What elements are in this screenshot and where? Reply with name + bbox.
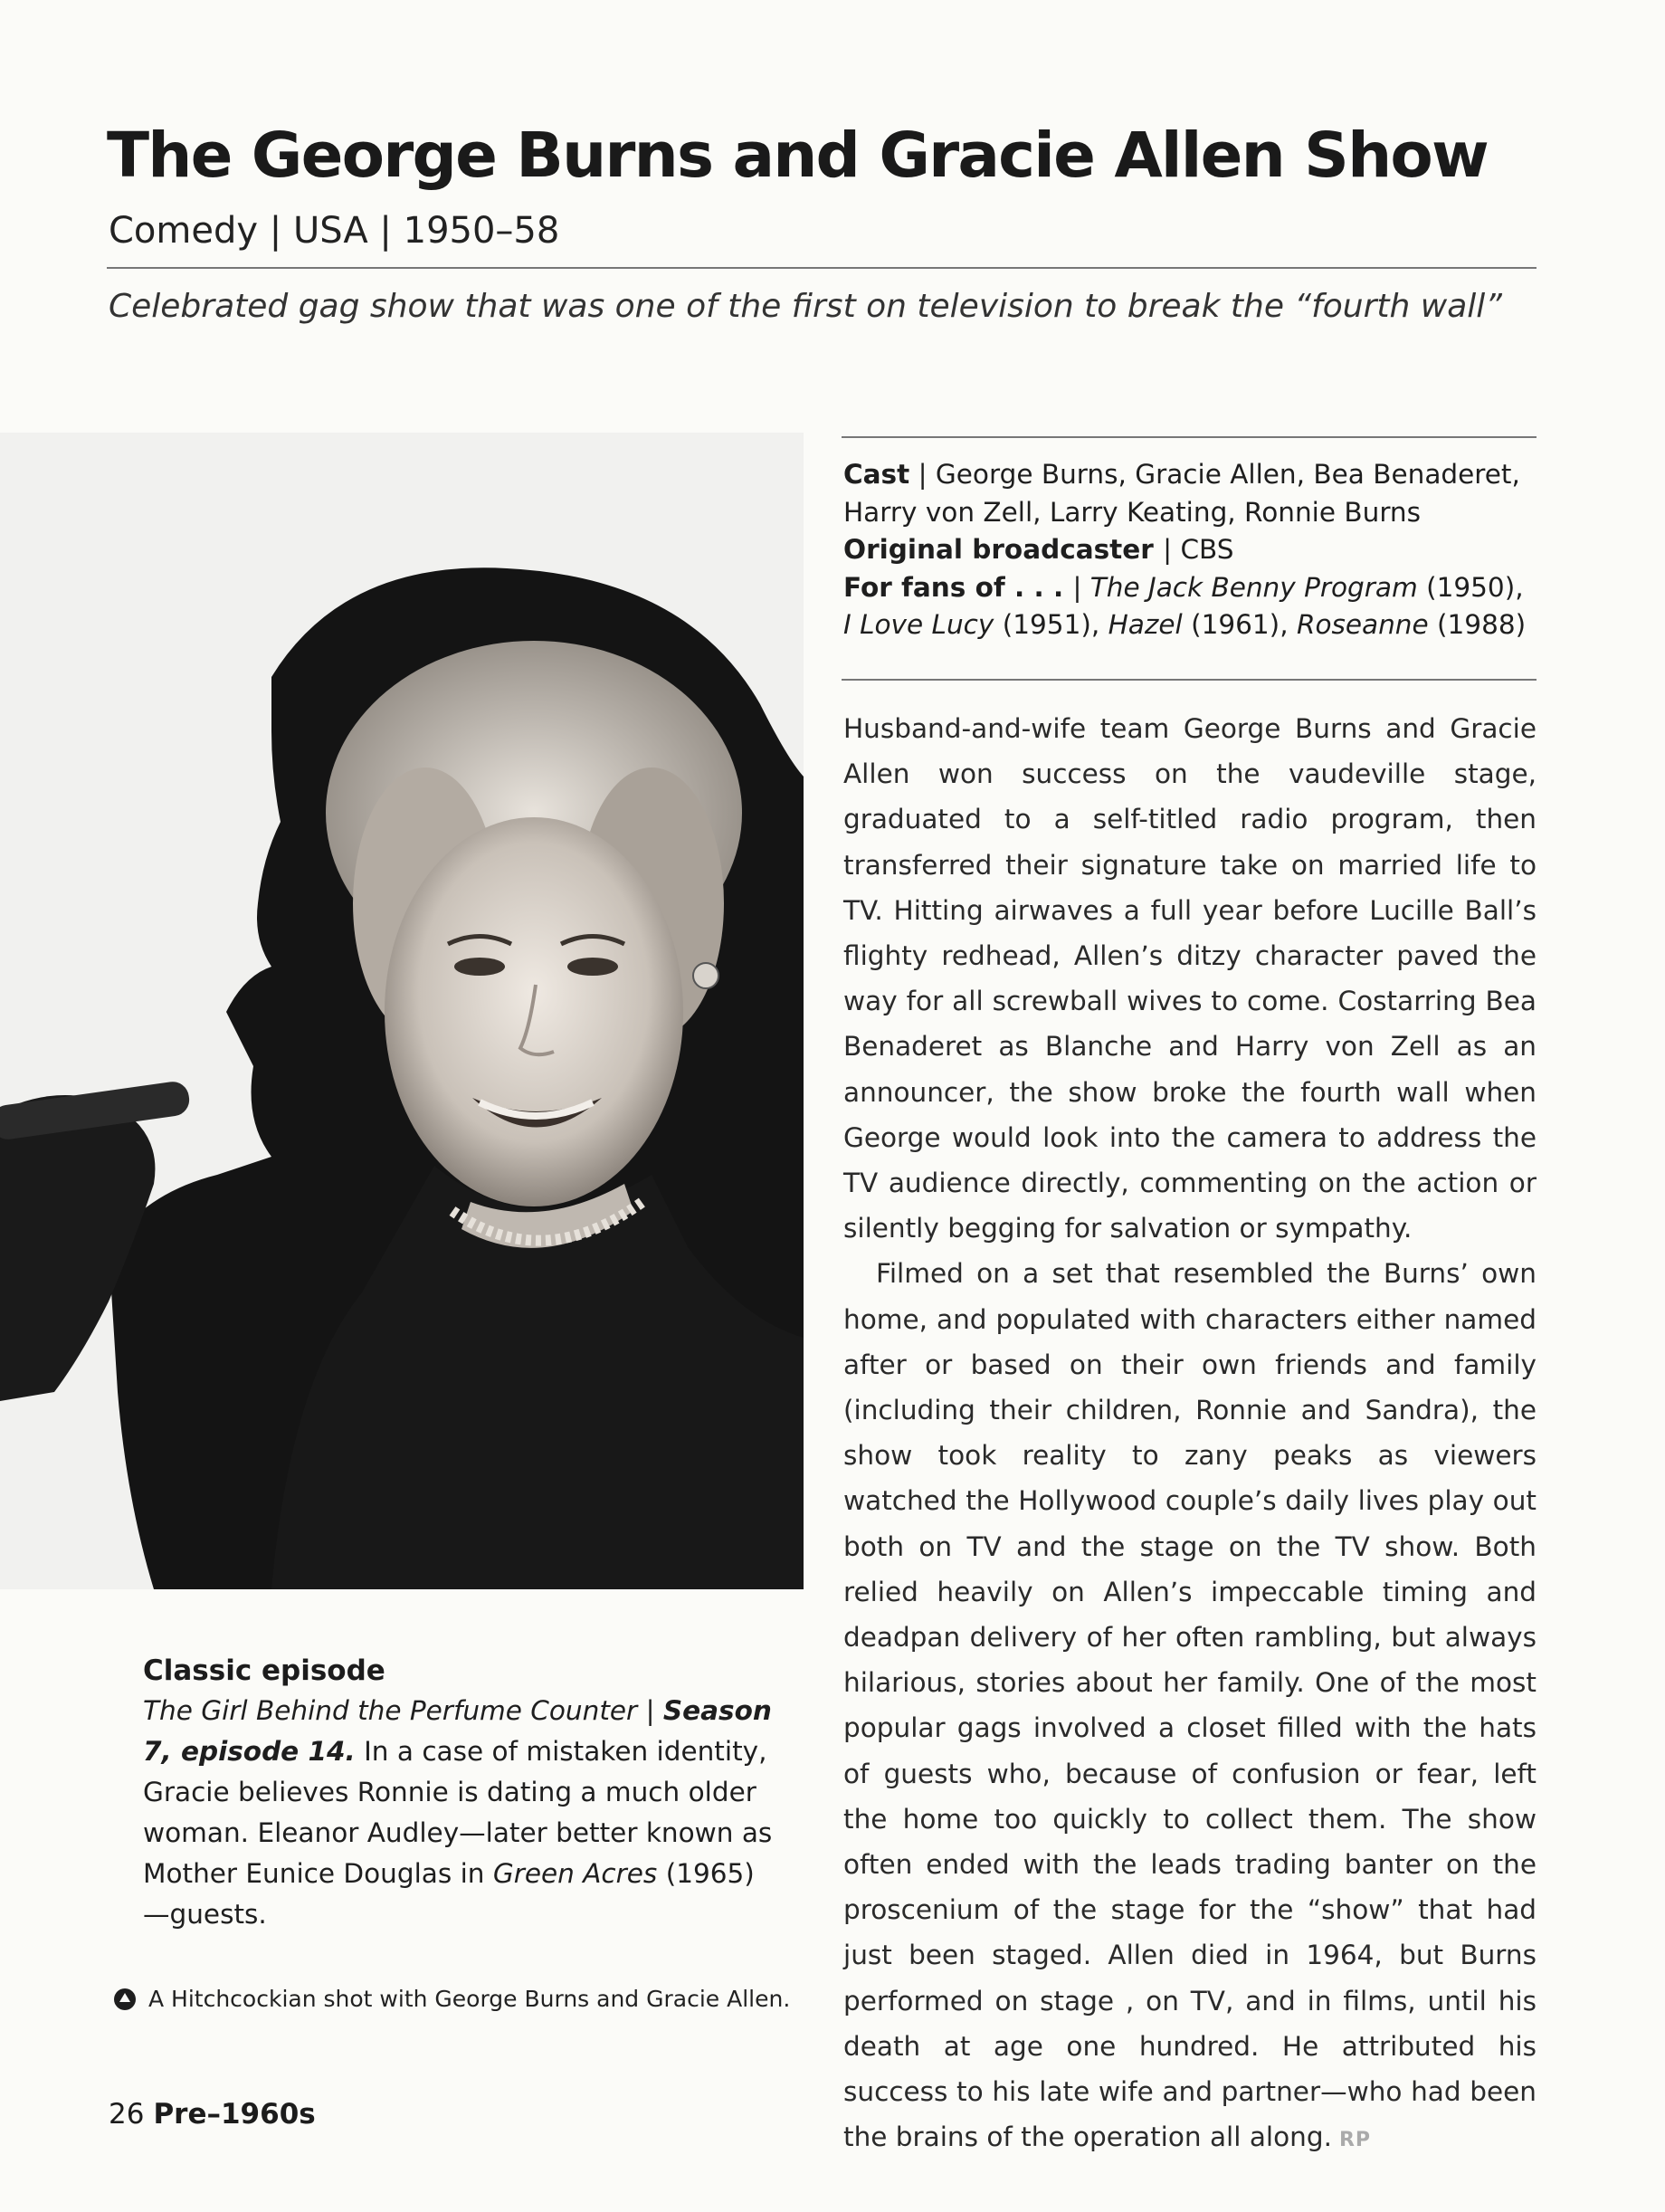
fans-year: (1950) <box>1426 571 1516 603</box>
episode-title: The Girl Behind the Perfume Counter <box>143 1695 638 1726</box>
article-paragraph: Husband-and-wife team George Burns and Gracie Allen won success on the vaudeville stage, graduated to a self-titled radio program, then transferred their signature take on married life to TV. Hitting airwaves a full year before Lucille Ball’s flighty redhead, Allen’s ditzy character paved the way for all screwball wives to come. Costarring Bea Benaderet as Blanche and Harry von Zell as an announcer, the show broke the fourth wall when George would look into the camera to address the TV audience directly, commenting on the action or silently begging for salvation or sympathy. <box>843 713 1537 1244</box>
cast-label: Cast <box>843 459 910 490</box>
section-name: Pre–1960s <box>153 2098 316 2131</box>
info-box: Cast | George Burns, Gracie Allen, Bea Benaderet, Harry von Zell, Larry Keating, Ronnie Burns Original broadcaster | CBS For fans of . . . | The Jack Benny Program (1950), I Love Lucy (1951), Hazel (1961), Roseanne (1988) <box>843 459 1527 640</box>
fans-title: Hazel <box>1108 609 1183 640</box>
episode-description: In a case of mistaken identity, Gracie believes Ronnie is dating a much older woman. Eleanor Audley—later better known as Mother Eunice Douglas in <box>143 1736 773 1889</box>
fans-title: I Love Lucy <box>843 609 994 640</box>
episode-description-end: (1965)—guests. <box>143 1858 755 1930</box>
page-title: The George Burns and Gracie Allen Show <box>107 119 1488 192</box>
fans-title: Roseanne <box>1296 609 1429 640</box>
fans-year: (1988) <box>1437 609 1527 640</box>
photo-caption-text: A Hitchcockian shot with George Burns and Gracie Allen. <box>148 1986 791 2012</box>
info-rule-bottom <box>842 679 1537 681</box>
episode-show-ref: Green Acres <box>492 1858 658 1889</box>
episode-meta: Season 7, episode 14. <box>143 1695 772 1767</box>
fans-title: The Jack Benny Program <box>1089 571 1418 603</box>
page-number: 26 <box>109 2098 145 2131</box>
title-rule <box>107 267 1537 269</box>
classic-episode-heading: Classic episode <box>143 1654 385 1687</box>
genre-country-years: Comedy | USA | 1950–58 <box>109 210 560 252</box>
info-rule-top <box>842 436 1537 438</box>
article-body <box>843 706 1537 2164</box>
broadcaster-label: Original broadcaster <box>843 534 1154 565</box>
caption-arrow-icon <box>114 1988 136 2010</box>
episode-separator: | <box>645 1695 663 1726</box>
fans-label: For fans of . . . <box>843 571 1064 603</box>
classic-episode-text <box>143 1691 776 1935</box>
fans-year: (1961) <box>1191 609 1280 640</box>
show-photo <box>0 433 804 1589</box>
fans-year: (1951) <box>1002 609 1091 640</box>
cast-value: George Burns, Gracie Allen, Bea Benaderet, Harry von Zell, Larry Keating, Ronnie Burns <box>843 459 1520 528</box>
tagline: Celebrated gag show that was one of the first on television to break the “fourth wall” <box>109 288 1502 325</box>
article-paragraph-text: Filmed on a set that resembled the Burns’ own home, and populated with characters either named after or based on their own friends and family (including their children, Ronnie and Sandra), the show took reality to zany peaks as viewers watched the Hollywood couple’s daily lives play out both on TV and the stage on the TV show. Both relied heavily on Allen’s impeccable timing and deadpan delivery of her often rambling, but always hilarious, stories about her family. One of the most popular gags involved a closet filled with the hats of guests who, because of confusion or fear, left the home too quickly to collect them. The show often ended with the leads trading banter on the proscenium of the stage for the “show” that had just been staged. Allen died in 1964, but Burns performed on stage , on TV, and in films, until his death at age one hundred. He attributed his success to his late wife and partner—who had been the brains of the operation all along. <box>843 1258 1537 2153</box>
broadcaster-value: CBS <box>1180 534 1234 565</box>
page-footer <box>109 2098 316 2131</box>
photo-caption <box>114 1986 790 2012</box>
classic-episode-box <box>143 1651 776 1935</box>
author-initials: RP <box>1338 2129 1372 2152</box>
article-paragraph <box>843 1251 1537 2163</box>
